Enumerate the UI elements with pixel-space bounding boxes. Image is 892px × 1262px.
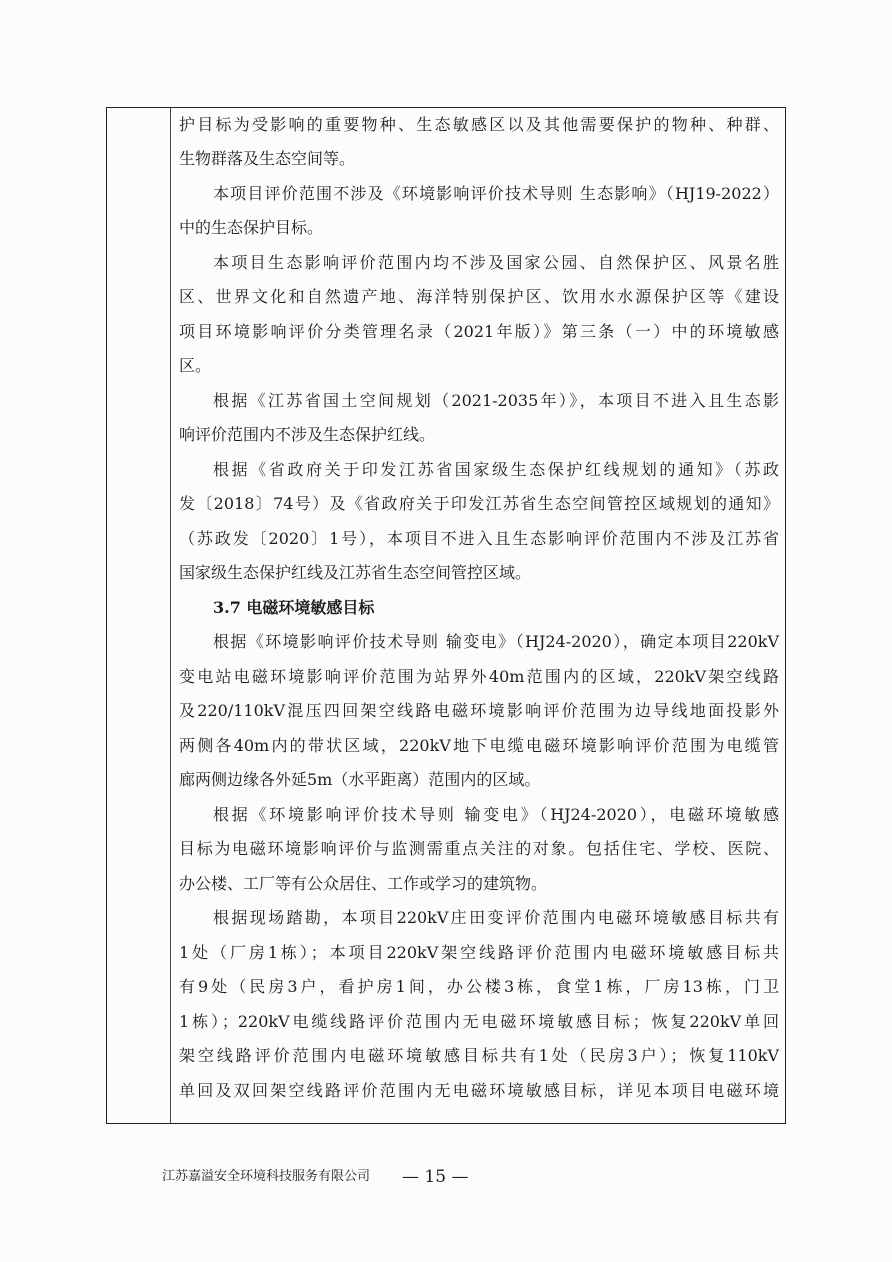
text-line: 项目环境影响评价分类管理名录（2021年版）》第三条（一）中的环境敏感 (179, 322, 779, 341)
footer-company-name: 江苏嘉溢安全环境科技服务有限公司 (162, 1169, 371, 1184)
text-line: 国家级生态保护红线及江苏省生态空间管控区域。 (179, 563, 532, 582)
text-line: 护目标为受影响的重要物种、生态敏感区以及其他需要保护的物种、种群、 (179, 115, 779, 134)
text-line: 有9处（民房3户，看护房1间，办公楼3栋，食堂1栋，厂房13栋，门卫 (179, 977, 779, 996)
text-line: 本项目评价范围不涉及《环境影响评价技术导则 生态影响》（HJ19-2022） (213, 184, 779, 203)
text-line: 两侧各40m内的带状区域，220kV地下电缆电磁环境影响评价范围为电缆管 (179, 736, 779, 755)
text-line: 根据《环境影响评价技术导则 输变电》（HJ24-2020），确定本项目220kV (213, 632, 779, 651)
text-line: 响评价范围内不涉及生态保护红线。 (179, 425, 436, 444)
text-line: 及220/110kV混压四回架空线路电磁环境影响评价范围为边导线地面投影外 (179, 701, 779, 720)
text-line: 1处（厂房1栋）；本项目220kV架空线路评价范围内电磁环境敏感目标共 (179, 943, 779, 962)
text-line: 根据《江苏省国土空间规划（2021-2035年）》，本项目不进入且生态影 (213, 391, 779, 410)
text-line: 本项目生态影响评价范围内均不涉及国家公园、自然保护区、风景名胜 (213, 253, 779, 272)
text-line: 根据《省政府关于印发江苏省国家级生态保护红线规划的通知》（苏政 (213, 460, 779, 479)
text-line: 目标为电磁环境影响评价与监测需重点关注的对象。包括住宅、学校、医院、 (179, 839, 779, 858)
text-line: 根据《环境影响评价技术导则 输变电》（HJ24-2020），电磁环境敏感 (213, 805, 779, 824)
text-line: 架空线路评价范围内电磁环境敏感目标共有1处（民房3户）；恢复110kV (179, 1046, 779, 1065)
text-line: 变电站电磁环境影响评价范围为站界外40m范围内的区域，220kV架空线路 (179, 667, 779, 686)
text-line: 中的生态保护目标。 (179, 218, 324, 237)
text-line: 区、世界文化和自然遗产地、海洋特别保护区、饮用水水源保护区等《建设 (179, 287, 779, 306)
content-table (106, 107, 786, 1124)
text-line: 单回及双回架空线路评价范围内无电磁环境敏感目标，详见本项目电磁环境 (179, 1081, 779, 1100)
text-line: 1栋）；220kV电缆线路评价范围内无电磁环境敏感目标；恢复220kV单回 (179, 1012, 779, 1031)
page-number: — 15 — (402, 1167, 469, 1187)
text-line: 发〔2018〕74号）及《省政府关于印发江苏省生态空间管控区域规划的通知》 (179, 494, 779, 513)
text-line: 办公楼、工厂等有公众居住、工作或学习的建筑物。 (179, 874, 548, 893)
table-column-divider (170, 108, 171, 1123)
text-line: 廊两侧边缘各外延5m（水平距离）范围内的区域。 (179, 770, 541, 789)
text-line: 生物群落及生态空间等。 (179, 149, 356, 168)
section-heading: 3.7 电磁环境敏感目标 (213, 598, 375, 617)
text-line: 区。 (179, 356, 212, 375)
text-line: 根据现场踏勘，本项目220kV庄田变评价范围内电磁环境敏感目标共有 (213, 908, 779, 927)
text-line: （苏政发〔2020〕1号），本项目不进入且生态影响评价范围内不涉及江苏省 (179, 529, 779, 548)
